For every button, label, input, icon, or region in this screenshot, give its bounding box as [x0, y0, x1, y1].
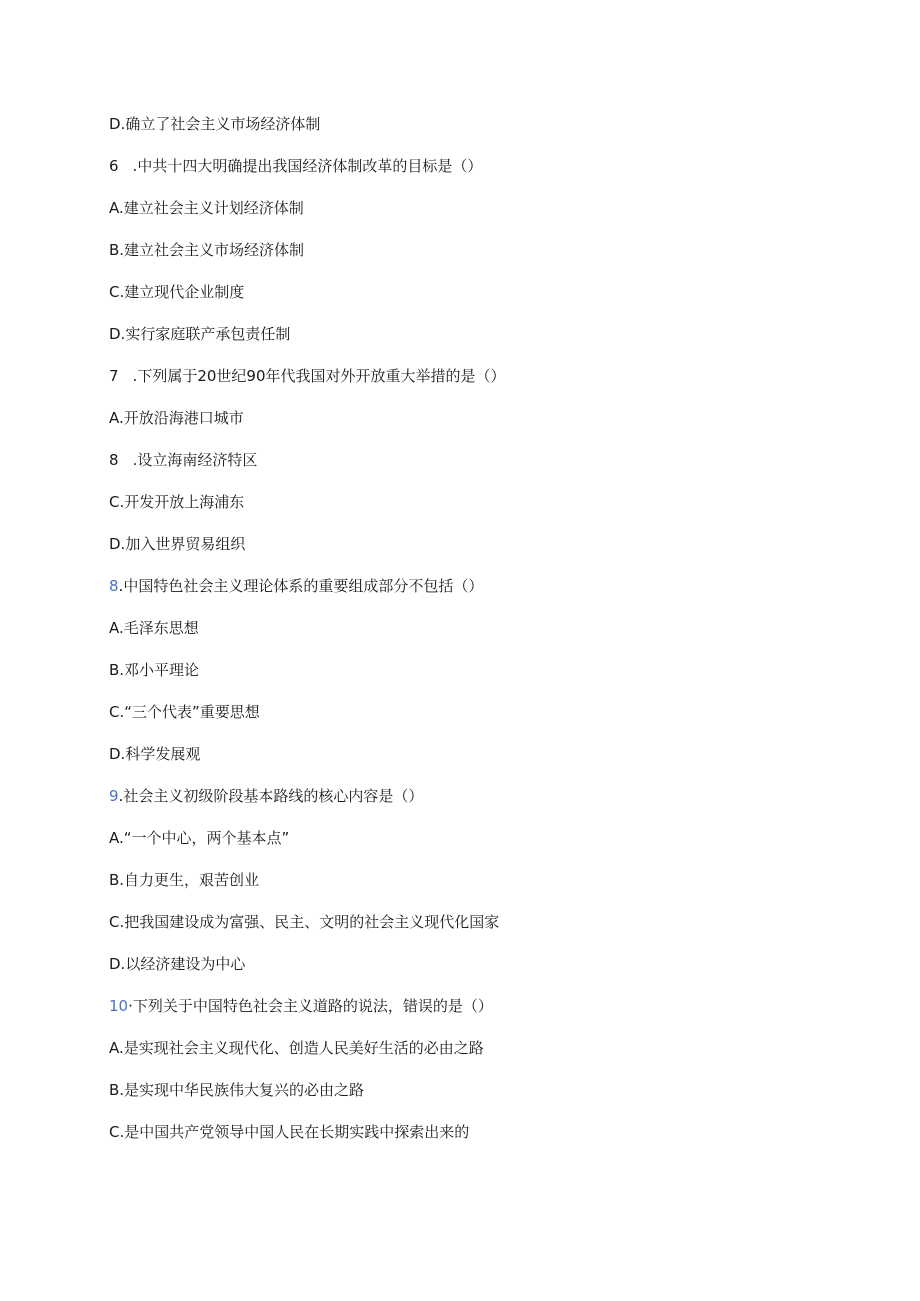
line-text: D.确立了社会主义市场经济体制: [109, 115, 321, 133]
question-number: 6: [109, 157, 119, 175]
question-10: [109, 996, 493, 1016]
option-c-q7: [109, 492, 244, 512]
option-b-q6: [109, 240, 304, 260]
line-text: B.自力更生，艰苦创业: [109, 871, 260, 889]
line-text: A.是实现社会主义现代化、创造人民美好生活的必由之路: [109, 1039, 484, 1057]
option-b-q7: [109, 450, 257, 470]
question-6: [109, 156, 482, 176]
question-9: [109, 786, 423, 806]
option-b-q8: [109, 660, 199, 680]
line-text: B.邓小平理论: [109, 661, 200, 679]
option-c-q8: [109, 702, 260, 722]
option-b-q10: [109, 1080, 364, 1100]
line-text: A.建立社会主义计划经济体制: [109, 199, 304, 217]
line-text: C.“三个代表”重要思想: [109, 703, 260, 721]
line-text: C.建立现代企业制度: [109, 283, 245, 301]
question-text: .中国特色社会主义理论体系的重要组成部分不包括（）: [118, 577, 484, 595]
line-text: D.科学发展观: [109, 745, 201, 763]
question-number: 8: [109, 577, 119, 595]
line-text: C.是中国共产党领导中国人民在长期实践中探索出来的: [109, 1123, 470, 1141]
option-d-q8: [109, 744, 200, 764]
option-b-q9: [109, 870, 259, 890]
option-c-q6: [109, 282, 244, 302]
question-number: 10: [109, 997, 129, 1015]
line-text: C.把我国建设成为富强、民主、文明的社会主义现代化国家: [109, 913, 500, 931]
option-a-q10: [109, 1038, 484, 1058]
option-d-q7: [109, 534, 245, 554]
question-8: [109, 576, 483, 596]
option-d-q5: [109, 114, 320, 134]
line-text: B.是实现中华民族伟大复兴的必由之路: [109, 1081, 365, 1099]
line-number: 8: [109, 451, 119, 469]
question-7: [109, 366, 506, 386]
line-text: A.开放沿海港口城市: [109, 409, 244, 427]
question-text: .中共十四大明确提出我国经济体制改革的目标是（）: [132, 157, 483, 175]
option-a-q7: [109, 408, 244, 428]
option-a-q6: [109, 198, 304, 218]
question-text: .社会主义初级阶段基本路线的核心内容是（）: [118, 787, 424, 805]
option-d-q9: [109, 954, 245, 974]
question-number: 7: [109, 367, 119, 385]
line-text: B.建立社会主义市场经济体制: [109, 241, 305, 259]
option-d-q6: [109, 324, 290, 344]
question-number: 9: [109, 787, 119, 805]
line-text: D.实行家庭联产承包责任制: [109, 325, 291, 343]
line-text: C.开发开放上海浦东: [109, 493, 245, 511]
line-text: D.以经济建设为中心: [109, 955, 246, 973]
line-text: D.加入世界贸易组织: [109, 535, 246, 553]
option-a-q8: [109, 618, 199, 638]
line-text: .设立海南经济特区: [132, 451, 258, 469]
option-c-q9: [109, 912, 499, 932]
line-text: A.“一个中心，两个基本点”: [109, 829, 290, 847]
line-text: A.毛泽东思想: [109, 619, 199, 637]
option-c-q10: [109, 1122, 469, 1142]
option-a-q9: [109, 828, 289, 848]
question-text: .下列属于20世纪90年代我国对外开放重大举措的是（）: [132, 367, 506, 385]
question-text: ·下列关于中国特色社会主义道路的说法，错误的是（）: [128, 997, 493, 1015]
